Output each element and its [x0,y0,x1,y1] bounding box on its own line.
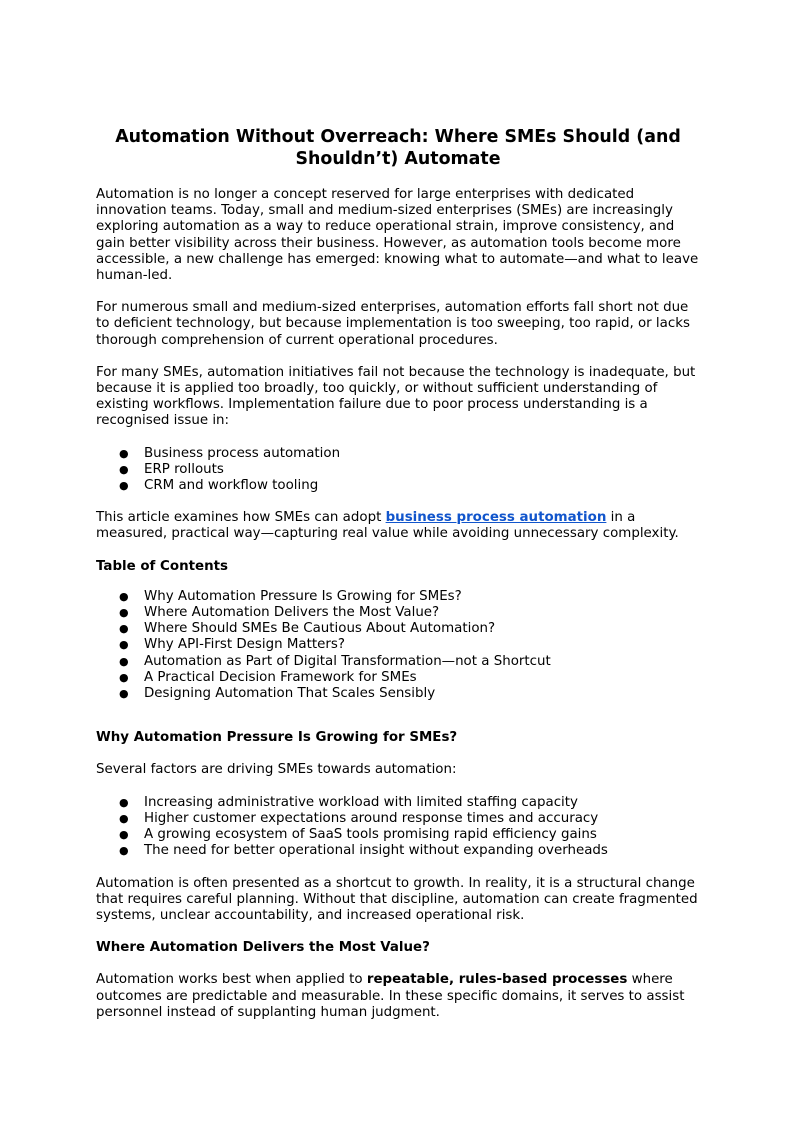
toc-heading: Table of Contents [96,558,228,574]
bullet-icon: ● [119,687,129,701]
toc-item: ● Where Should SMEs Be Cautious About Automation? [119,621,496,637]
intro-paragraph-3: For many SMEs, automation initiatives fail not because the technology is inadequate, but because it is applied too broadly, too quickly, or without sufficient understanding of existing workflows. Implementation failure due to poor process understanding is a recognised issue in: [96,364,696,429]
driver-list [96,795,700,860]
list-item: ● ERP rollouts [119,461,224,477]
list-item: ● CRM and workflow tooling [119,478,319,494]
bullet-icon: ● [119,479,129,493]
bullet-icon: ● [119,622,129,636]
section1-lead: Several factors are driving SMEs towards automation: [96,762,457,778]
bullet-icon: ● [119,844,129,858]
document-page [96,126,700,1037]
intro-paragraph-2: For numerous small and medium-sized enterprises, automation efforts fall short not due to deficient technology, but because implementation is too sweeping, too rapid, or lacks thorough comprehension of current operational procedures. [96,300,690,348]
list-item: ● Increasing administrative workload with limited staffing capacity [119,794,578,810]
article-paragraph: This article examines how SMEs can adopt business process automation in a measured, practical way—capturing real value while avoiding unnecessary complexity. [96,510,679,542]
bullet-icon: ● [119,462,129,476]
toc-item: ● Why API-First Design Matters? [119,637,345,653]
toc-item: ● Designing Automation That Scales Sensibly [119,686,436,702]
toc-item: ● A Practical Decision Framework for SMEs [119,669,417,685]
business-process-automation-link[interactable]: business process automation [385,510,607,526]
bullet-icon: ● [119,811,129,825]
bullet-icon: ● [119,589,129,603]
section-heading-automation-pressure: Why Automation Pressure Is Growing for SMEs? [96,730,458,746]
toc-item: ● Where Automation Delivers the Most Value? [119,605,440,621]
intro-paragraph-1: Automation is no longer a concept reserved for large enterprises with dedicated innovation teams. Today, small and medium-sized enterprises (SMEs) are increasingly exploring automation as a way to reduce operational strain, improve consistency, and gain better visibility across their business. However, as automation tools become more accessible, a new challenge has emerged: knowing what to automate—and what to leave human-led. [96,187,699,284]
list-item: ● Higher customer expectations around response times and accuracy [119,810,599,826]
toc-item: ● Why Automation Pressure Is Growing for SMEs? [119,588,462,604]
page-title: Automation Without Overreach: Where SMEs Should (and Shouldn’t) Automate [115,127,681,169]
bullet-icon: ● [119,638,129,652]
emphasis-text: repeatable, rules-based processes [366,972,628,988]
table-of-contents [96,589,700,702]
bullet-icon: ● [119,606,129,620]
list-item: ● The need for better operational insight without expanding overheads [119,843,608,859]
bullet-icon: ● [119,446,129,460]
section1-closing: Automation is often presented as a shortcut to growth. In reality, it is a structural change that requires careful planning. Without that discipline, automation can create fragmented systems, unclear accountability, and increased operational risk. [96,875,698,923]
list-item: ● Business process automation [119,445,341,461]
bullet-icon: ● [119,654,129,668]
issue-list [96,446,700,495]
toc-item: ● Automation as Part of Digital Transformation—not a Shortcut [119,653,551,669]
list-item: ● A growing ecosystem of SaaS tools promising rapid efficiency gains [119,827,597,843]
section-heading-most-value: Where Automation Delivers the Most Value? [96,940,430,956]
bullet-icon: ● [119,670,129,684]
bullet-icon: ● [119,828,129,842]
section2-paragraph: Automation works best when applied to repeatable, rules-based processes where outcomes are predictable and measurable. In these specific domains, it serves to assist personnel instead of supplanting human judgment. [96,972,685,1020]
bullet-icon: ● [119,795,129,809]
